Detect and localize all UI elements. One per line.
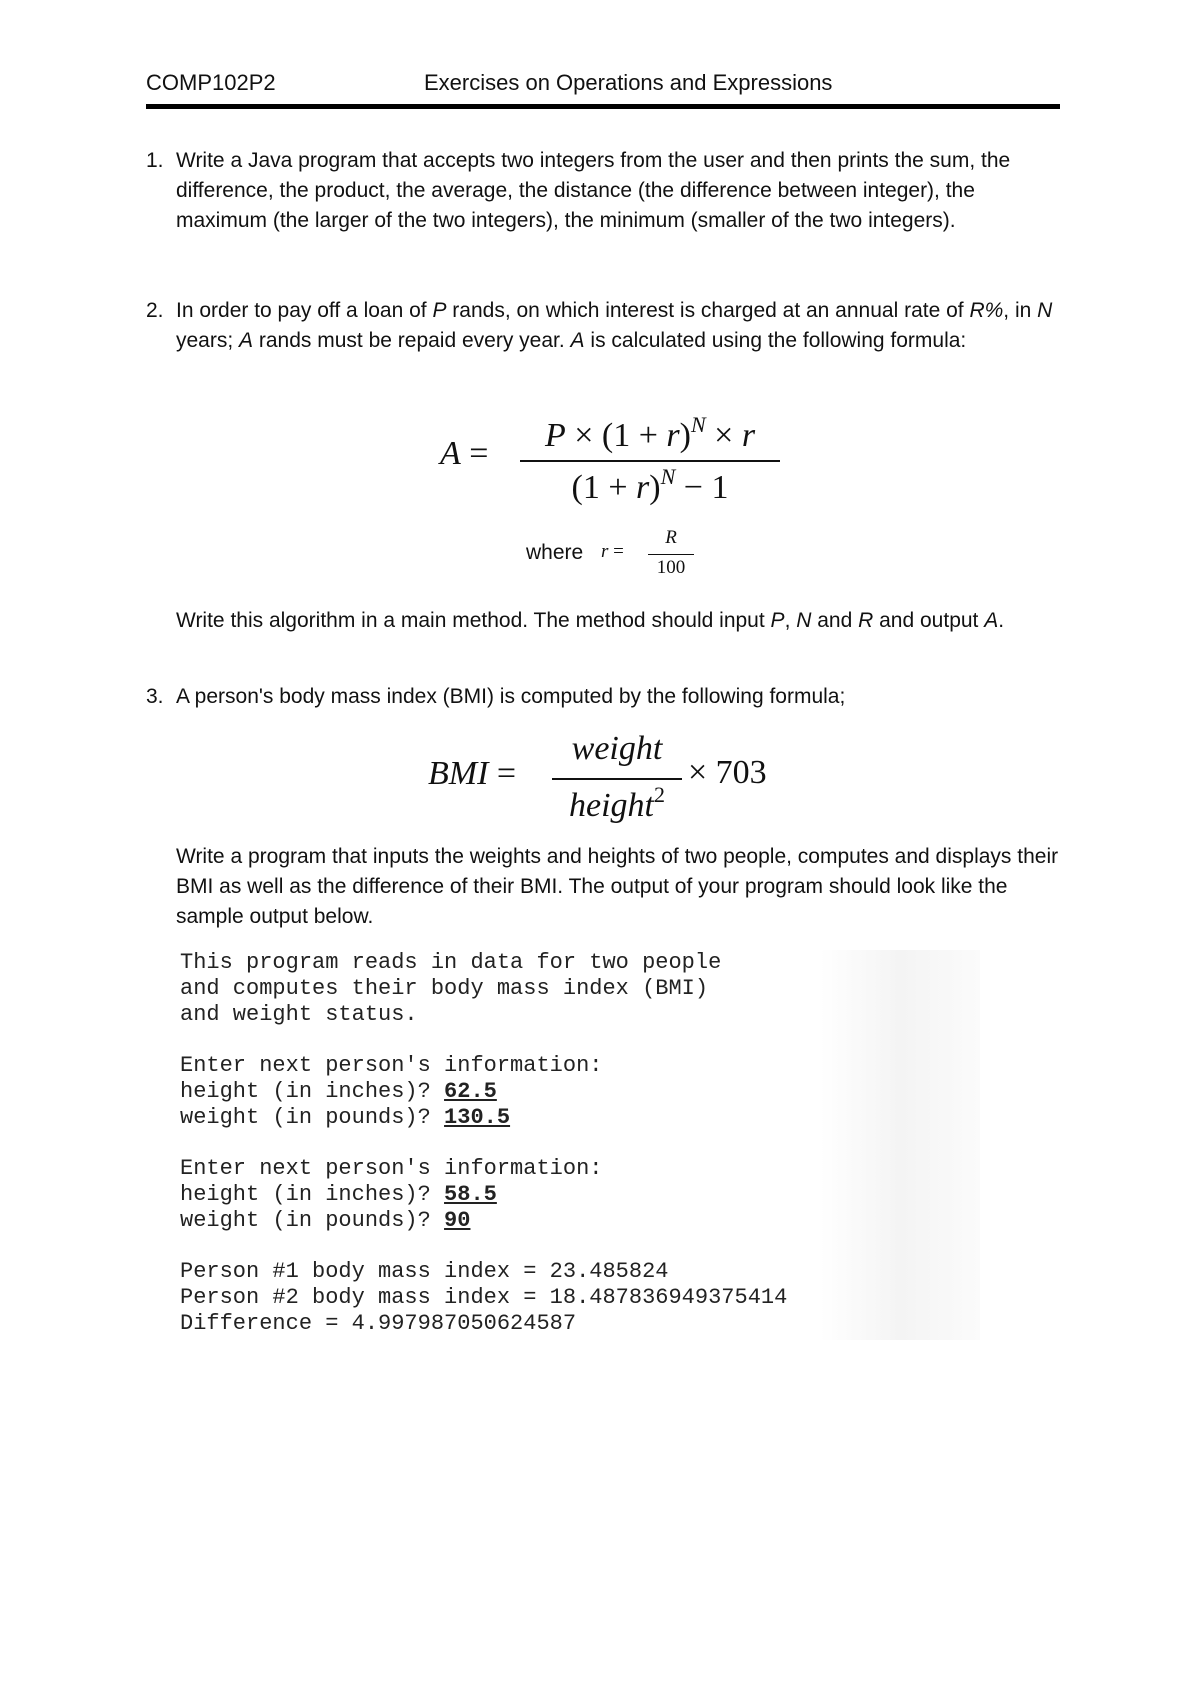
var: height	[569, 787, 654, 824]
fraction-denominator: 100	[656, 557, 686, 578]
var: P	[544, 417, 566, 454]
text-run: years;	[176, 329, 240, 352]
output-line	[180, 1182, 980, 1208]
fraction-bar	[648, 554, 694, 555]
text-run: is calculated using the following formula:	[584, 329, 967, 352]
question-number: 2.	[146, 299, 164, 322]
formula-denominator	[552, 782, 682, 825]
text-run: , in	[1003, 299, 1038, 322]
output-line	[180, 1208, 980, 1234]
op: × (1 +	[565, 417, 667, 454]
text-run: and	[811, 609, 859, 632]
output-line: Enter next person's information:	[180, 1053, 603, 1078]
text-run: In order to pay off a loan of	[176, 299, 433, 322]
prompt-text: height (in inches)?	[180, 1079, 445, 1104]
fraction-numerator: R	[665, 527, 677, 548]
page-title: Exercises on Operations and Expressions	[424, 70, 833, 95]
variable-A: A	[984, 609, 999, 632]
op: )	[649, 469, 661, 506]
fraction-bar	[520, 460, 780, 462]
text-run: rands, on which interest is charged at an annual rate of	[446, 299, 970, 322]
var: r	[741, 417, 756, 454]
text-run: rands must be repaid every year.	[253, 329, 571, 352]
exponent: 2	[653, 782, 665, 807]
var: r	[636, 469, 650, 506]
instruction-text	[176, 606, 1060, 636]
var: r	[601, 541, 609, 562]
equals-sign: =	[488, 755, 517, 792]
output-line: Difference = 4.997987050624587	[180, 1311, 577, 1336]
variable-P: P	[432, 299, 447, 322]
prompt-text: height (in inches)?	[180, 1182, 445, 1207]
course-code: COMP102P2	[146, 70, 276, 95]
where-label: where	[526, 541, 584, 564]
output-line	[180, 1105, 980, 1131]
output-line: and computes their body mass index (BMI)	[180, 976, 709, 1001]
question-number: 1.	[146, 149, 164, 172]
equals-sign: =	[460, 435, 489, 472]
formula-denominator	[520, 464, 780, 507]
question-text	[176, 296, 1060, 356]
variable-P: P	[770, 609, 785, 632]
variable-R: R%	[969, 299, 1004, 322]
prompt-text: weight (in pounds)?	[180, 1208, 445, 1233]
output-line: Person #1 body mass index = 23.485824	[180, 1259, 669, 1284]
fraction-bar	[552, 778, 682, 780]
prompt-text: weight (in pounds)?	[180, 1105, 445, 1130]
var: r	[666, 417, 680, 454]
op: (1 +	[571, 469, 637, 506]
op: )	[679, 417, 691, 454]
output-line: Enter next person's information:	[180, 1156, 603, 1181]
output-line	[180, 1079, 980, 1105]
user-input: 62.5	[444, 1079, 497, 1104]
formula-lhs: A	[440, 435, 461, 472]
user-input: 90	[444, 1208, 471, 1233]
text-run: Write this algorithm in a main method. The method should input	[176, 609, 771, 632]
sample-output	[180, 950, 980, 1340]
user-input: 130.5	[444, 1105, 511, 1130]
equals-sign: =	[608, 541, 624, 562]
question-3	[146, 682, 1060, 712]
text-run: and output	[873, 609, 985, 632]
variable-A: A	[239, 329, 254, 352]
output-line: and weight status.	[180, 1002, 418, 1027]
variable-A: A	[570, 329, 585, 352]
exponent: N	[690, 412, 706, 437]
output-line: Person #2 body mass index = 18.487836949375414	[180, 1285, 788, 1310]
instruction-text: Write a program that inputs the weights and heights of two people, computes and displays their BMI as well as the difference of their BMI. The output of your program should look like the sample output below.	[176, 845, 1059, 928]
formula-lhs: BMI	[428, 755, 489, 792]
exponent: N	[660, 464, 676, 489]
question-number: 3.	[146, 685, 164, 708]
formula-numerator: weight	[571, 730, 663, 767]
question-2	[146, 296, 1060, 356]
question-3-instruction	[146, 842, 1060, 932]
formula-numerator	[520, 412, 780, 455]
formula-rhs: × 703	[688, 754, 767, 791]
user-input: 58.5	[444, 1182, 497, 1207]
bmi-formula	[428, 730, 808, 822]
op: ×	[705, 417, 742, 454]
annuity-formula	[440, 412, 780, 506]
header-rule	[146, 104, 1060, 109]
question-2-instruction	[146, 606, 1060, 636]
question-text: Write a Java program that accepts two integers from the user and then prints the sum, the difference, the product, the average, the distance (the difference between integer), the maximum (the larger of the two integers), the minimum (smaller of the two integers).	[176, 149, 1011, 232]
text-run: .	[998, 609, 1005, 632]
where-clause	[526, 527, 686, 591]
question-text: A person's body mass index (BMI) is computed by the following formula;	[176, 685, 846, 708]
text-run: ,	[784, 609, 797, 632]
question-1	[146, 146, 1060, 236]
op: − 1	[675, 469, 729, 506]
variable-R: R	[858, 609, 874, 632]
output-line: This program reads in data for two people	[180, 950, 722, 975]
variable-N: N	[1037, 299, 1053, 322]
variable-N: N	[796, 609, 812, 632]
